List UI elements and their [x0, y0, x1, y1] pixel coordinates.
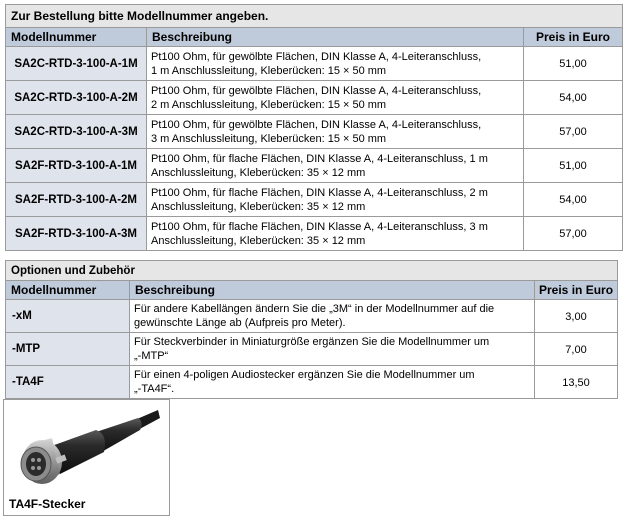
table-row — [6, 47, 623, 81]
table-row — [6, 366, 618, 399]
table-row — [6, 115, 623, 149]
price: 54,00 — [524, 183, 623, 217]
table-row — [6, 217, 623, 251]
model-number: SA2C-RTD-3-100-A-2M — [6, 81, 147, 115]
header-model-number: Modellnummer — [6, 281, 130, 300]
description: Pt100 Ohm, für flache Flächen, DIN Klasse A, 4-Leiteranschluss, 2 m Anschlussleitung, Kleberücken: 35 × 12 mm — [147, 183, 524, 217]
model-number: SA2F-RTD-3-100-A-3M — [6, 217, 147, 251]
description: Pt100 Ohm, für gewölbte Flächen, DIN Klasse A, 4-Leiteranschluss, 3 m Anschlussleitung, Kleberücken: 15 × 50 mm — [147, 115, 524, 149]
options-table — [5, 260, 618, 399]
price: 51,00 — [524, 47, 623, 81]
description: Pt100 Ohm, für flache Flächen, DIN Klasse A, 4-Leiteranschluss, 3 m Anschlussleitung, Kleberücken: 35 × 12 mm — [147, 217, 524, 251]
price: 3,00 — [535, 300, 618, 333]
table-row — [6, 149, 623, 183]
order-table — [5, 4, 623, 251]
price: 54,00 — [524, 81, 623, 115]
header-price: Preis in Euro — [535, 281, 618, 300]
table-row — [6, 183, 623, 217]
description: Für andere Kabellängen ändern Sie die „3M“ in der Modellnummer auf die gewünschte Länge ab (Aufpreis pro Meter). — [130, 300, 535, 333]
model-number: SA2F-RTD-3-100-A-2M — [6, 183, 147, 217]
price: 13,50 — [535, 366, 618, 399]
table-row — [6, 300, 618, 333]
model-number: -MTP — [6, 333, 130, 366]
header-price: Preis in Euro — [524, 28, 623, 47]
price: 7,00 — [535, 333, 618, 366]
table-row — [6, 333, 618, 366]
order-table-title: Zur Bestellung bitte Modellnummer angeben. — [6, 5, 623, 28]
table-row — [6, 81, 623, 115]
header-model-number: Modellnummer — [6, 28, 147, 47]
model-number: SA2F-RTD-3-100-A-1M — [6, 149, 147, 183]
model-number: -TA4F — [6, 366, 130, 399]
ta4f-connector-icon — [12, 404, 162, 490]
header-description: Beschreibung — [147, 28, 524, 47]
description: Pt100 Ohm, für gewölbte Flächen, DIN Klasse A, 4-Leiteranschluss, 1 m Anschlussleitung, Kleberücken: 15 × 50 mm — [147, 47, 524, 81]
description: Für Steckverbinder in Miniaturgröße ergänzen Sie die Modellnummer um „-MTP“ — [130, 333, 535, 366]
model-number: SA2C-RTD-3-100-A-1M — [6, 47, 147, 81]
header-description: Beschreibung — [130, 281, 535, 300]
options-table-title: Optionen und Zubehör — [6, 261, 618, 281]
accessory-caption: TA4F-Stecker — [9, 497, 86, 511]
description: Pt100 Ohm, für flache Flächen, DIN Klasse A, 4-Leiteranschluss, 1 m Anschlussleitung, Kleberücken: 35 × 12 mm — [147, 149, 524, 183]
accessory-box — [3, 399, 170, 516]
description: Pt100 Ohm, für gewölbte Flächen, DIN Klasse A, 4-Leiteranschluss, 2 m Anschlussleitung, Kleberücken: 15 × 50 mm — [147, 81, 524, 115]
model-number: SA2C-RTD-3-100-A-3M — [6, 115, 147, 149]
price: 57,00 — [524, 115, 623, 149]
price: 51,00 — [524, 149, 623, 183]
price: 57,00 — [524, 217, 623, 251]
model-number: -xM — [6, 300, 130, 333]
description: Für einen 4-poligen Audiostecker ergänzen Sie die Modellnummer um „-TA4F“. — [130, 366, 535, 399]
